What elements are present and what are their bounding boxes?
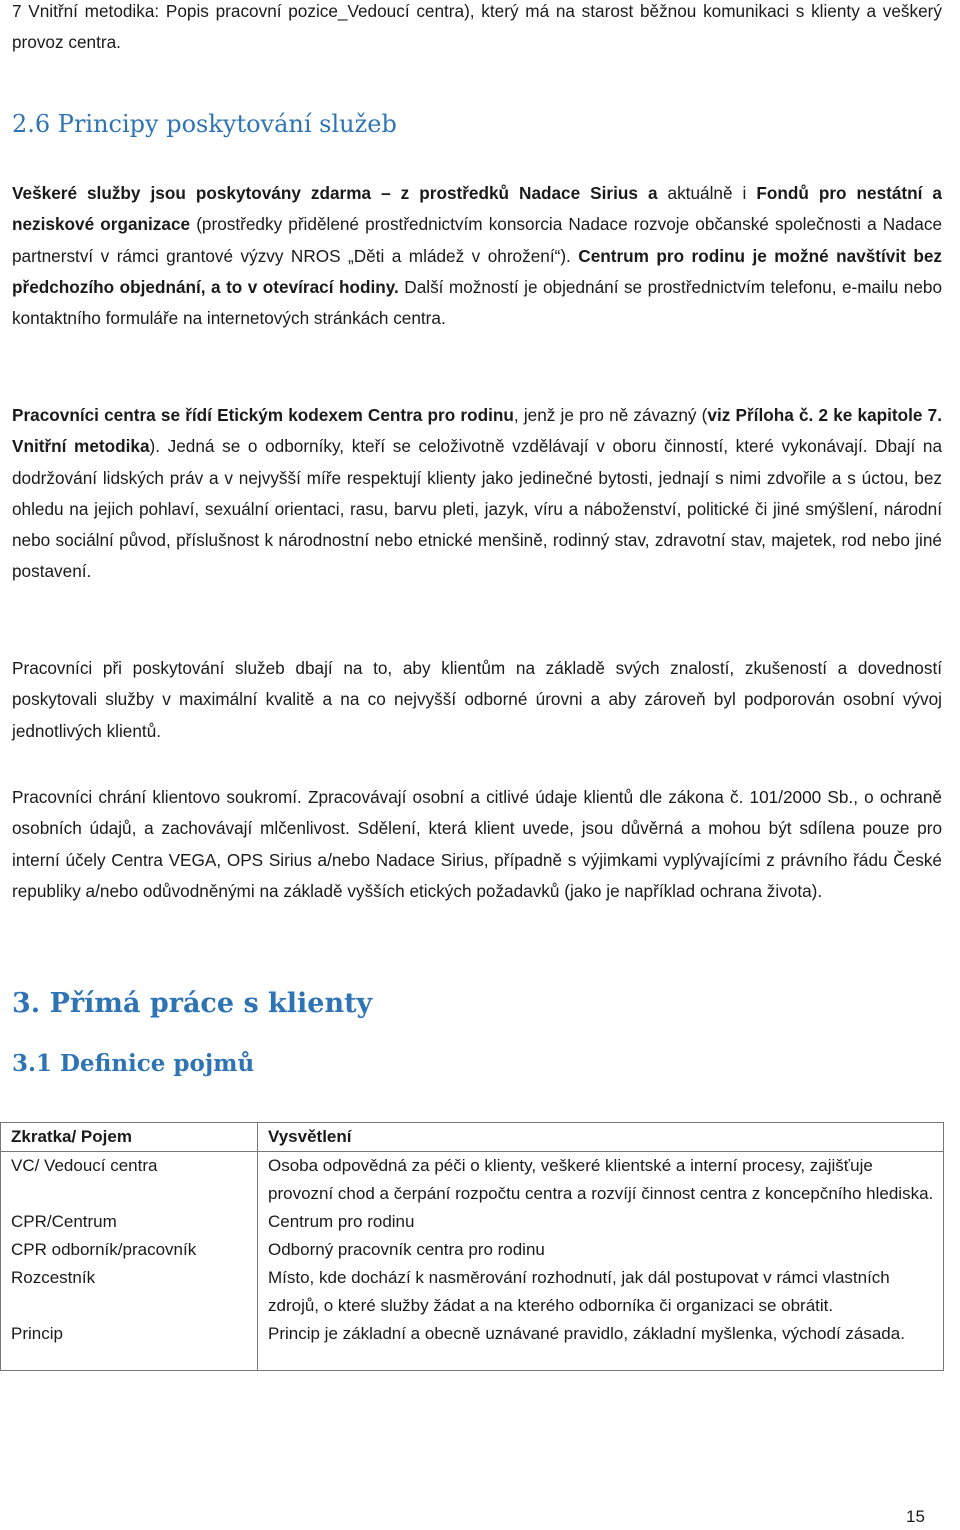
definitions-table — [0, 1122, 944, 1371]
term-cell: VC/ Vedoucí centra — [1, 1152, 258, 1209]
intro-paragraph: 7 Vnitřní metodika: Popis pracovní pozice_Vedoucí centra), který má na starost běžnou komunikaci s klienty a veškerý provoz centra. — [12, 1, 942, 53]
table-row — [1, 1152, 944, 1209]
column-header-explanation: Vysvětlení — [258, 1123, 944, 1152]
explanation-cell: Princip je základní a obecně uznávané pravidlo, základní myšlenka, východí zásada. — [258, 1320, 944, 1371]
section-heading-2-6: 2.6 Principy poskytování služeb — [12, 110, 397, 138]
table-row — [1, 1320, 944, 1371]
text: Další možností je objednání se prostřednictvím telefonu, e-mailu nebo kontaktního formuláře na internetových stránkách centra. — [12, 276, 943, 329]
column-header-term: Zkratka/ Pojem — [1, 1123, 258, 1152]
definitions-table-wrapper — [0, 1122, 958, 1371]
term-cell: CPR odborník/pracovník — [1, 1236, 258, 1264]
page-number: 15 — [906, 1507, 925, 1526]
section-heading-3: 3. Přímá práce s klienty — [12, 988, 373, 1019]
bold-text: Pracovníci centra se řídí Etickým kodexem Centra pro rodinu — [12, 405, 514, 425]
text: aktuálně i — [657, 183, 757, 203]
bold-text: Fondů pro nestátní a neziskové organizace — [12, 183, 942, 235]
table-row — [1, 1208, 944, 1236]
table-header-row — [1, 1123, 944, 1152]
text: ). Jedná se o odborníky, kteří se celoživotně vzdělávají v oboru činností, které vykonávají. Dbají na dodržování lidských práv a v nejvyšší míře respektují klienty jako jedinečné bytosti, jednají s nimi zdvořile a s úctou, bez ohledu na jejich pohlaví, sexuální orientaci, rasu, barvu pleti, jazyk, víru a náboženství, politické či jiné smýšlení, národní nebo sociální původ, příslušnost k národnostní nebo etnické menšině, rodinný stav, zdravotní stav, majetek, rod nebo jiné postavení. — [12, 436, 942, 582]
paragraph-services — [12, 178, 942, 334]
bold-text: viz Příloha č. 2 ke kapitole 7. Vnitřní metodika — [12, 405, 942, 457]
section-heading-3-1: 3.1 Definice pojmů — [12, 1050, 255, 1077]
paragraph-ethics — [12, 400, 942, 588]
explanation-cell: Odborný pracovník centra pro rodinu — [258, 1236, 944, 1264]
table-row — [1, 1236, 944, 1264]
text: , jenž je pro ně závazný ( — [513, 405, 708, 425]
paragraph-privacy: Pracovníci chrání klientovo soukromí. Zpracovávají osobní a citlivé údaje klientů dle zákona č. 101/2000 Sb., o ochraně osobních údajů, a zachovávají mlčenlivost. Sdělení, která klient uvede, jsou důvěrná a mohou být sdílena pouze pro interní účely Centra VEGA, OPS Sirius a/nebo Nadace Sirius, případně s výjimkami vyplývajícími z právního řádu České republiky a/nebo odůvodněnými na základě vyšších etických požadavků (jako je například ochrana života). — [12, 787, 942, 901]
term-cell: Rozcestník — [1, 1264, 258, 1320]
explanation-cell: Místo, kde dochází k nasměrování rozhodnutí, jak dál postupovat v rámci vlastních zdrojů, o které služby žádat a na kterého odborníka či organizaci se obrátit. — [258, 1264, 944, 1320]
bold-text: Centrum pro rodinu je možné navštívit bez předchozího objednání, a to v otevírací hodiny. — [12, 245, 942, 297]
term-cell: CPR/Centrum — [1, 1208, 258, 1236]
bold-text: Veškeré služby jsou poskytovány zdarma – z prostředků Nadace Sirius a — [12, 183, 658, 203]
explanation-cell: Osoba odpovědná za péči o klienty, veškeré klientské a interní procesy, zajišťuje provozní chod a čerpání rozpočtu centra a rozvíjí činnost centra z koncepčního hlediska. — [258, 1152, 944, 1209]
explanation-cell: Centrum pro rodinu — [258, 1208, 944, 1236]
term-cell: Princip — [1, 1320, 258, 1371]
text: (prostředky přidělené prostřednictvím konsorcia Nadace rozvoje občanské společnosti a Nadace partnerství v rámci grantové výzvy NROS „Děti a mládež v ohrožení“). — [12, 214, 942, 266]
table-row — [1, 1264, 944, 1320]
paragraph-quality: Pracovníci při poskytování služeb dbají na to, aby klientům na základě svých znalostí, zkušeností a dovedností poskytovali služby v maximální kvalitě a na co nejvyšší odborné úrovni a aby zároveň byl podporován osobní vývoj jednotlivých klientů. — [12, 658, 942, 741]
